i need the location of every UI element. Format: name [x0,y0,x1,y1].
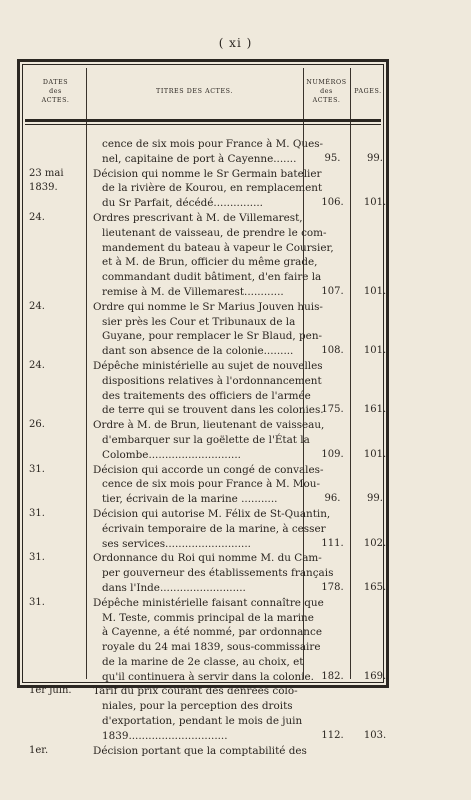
table-row [25,729,387,744]
table-row [25,359,382,374]
entry-number: 111. [321,537,344,549]
table-row [25,211,382,226]
entry-page: 103. [363,729,387,741]
header-rule [25,119,381,122]
entry-title: de terre qui se trouvent dans les colonies. [102,404,324,417]
table-row [25,699,382,714]
entry-title: cence de six mois pour France à M. Mou- [102,478,320,491]
table-row [25,670,387,685]
entry-title: du Sr Parfait, décédé............... [102,197,263,210]
table-row [25,167,382,182]
table-row [25,477,382,492]
table-row [25,581,387,596]
header-dates-line-1: DATES [42,79,69,86]
header-numeros-line-2: des [320,88,333,95]
entry-title: qu'il continuera à servir dans la colonie. [102,670,314,683]
entry-date: 1er juin. [29,685,72,697]
entry-title: nel, capitaine de port à Cayenne....... [102,152,297,165]
table-row [25,255,382,270]
entry-title: de la rivière de Kourou, en remplacement [102,182,323,195]
entry-page: 99. [367,152,383,164]
index-table [17,59,389,757]
entry-title: Décision qui accorde un congé de convales- [93,463,324,476]
entry-number: 108. [321,345,344,357]
entry-date: 31. [29,552,45,564]
table-row [25,655,382,670]
entry-title: cence de six mois pour France à M. Ques- [102,138,324,150]
entry-title: Décision qui nomme le Sr Germain batelier [93,167,322,180]
entry-date: 23 mai [29,167,64,179]
entry-page: 161. [363,404,387,416]
entry-title: niales, pour la perception des droits [102,700,293,713]
table-row [25,241,382,256]
header-dates [25,78,86,105]
table-row [25,344,387,359]
table-row [25,448,387,463]
table-row [25,596,382,611]
table-row [25,403,387,418]
entry-title: de la marine de 2e classe, au choix, et [102,655,304,668]
table-row [25,551,382,566]
table-row [25,611,382,626]
entry-title: dans l'Inde.......................... [102,581,246,594]
entry-title: et à M. de Brun, officier du même grade, [102,256,318,269]
entry-number: 96. [324,493,341,505]
entry-date: 31. [29,596,45,608]
entry-title: écrivain temporaire de la marine, à cesser [102,522,326,535]
entry-date: 24. [29,211,45,223]
entry-number: 109. [321,448,344,460]
entry-number: 95. [324,152,341,164]
header-titres: TITRES DES ACTES. [156,88,233,95]
entry-title: Ordre qui nomme le Sr Marius Jouven huis- [93,300,323,313]
entry-title: M. Teste, commis principal de la marine [102,611,314,624]
entry-number: 178. [321,581,344,593]
entry-title: Décision portant que la comptabilité des [93,744,307,757]
table-row [25,492,382,507]
entry-title: Dépêche ministérielle faisant connaître que [93,596,324,609]
header-numeros-line-1: NUMÉROS [306,79,347,86]
table-row [25,433,382,448]
entry-title: Colombe............................ [102,448,241,461]
table-row [25,625,382,640]
entry-title: sier près les Cour et Tribunaux de la [102,315,296,328]
entry-number: 107. [321,285,344,297]
table-row [25,522,382,537]
table-row [25,507,382,522]
table-row [25,566,382,581]
entry-title: dant son absence de la colonie......... [102,345,294,358]
entry-page: 169. [363,670,387,682]
header-numeros [303,78,350,105]
entry-title: commandant dudit bâtiment, d'en faire la [102,271,322,284]
entry-title: dispositions relatives à l'ordonnancement [102,374,322,387]
table-row [25,463,382,478]
entry-title: Dépêche ministérielle au sujet de nouvelles [93,359,323,372]
entry-number: 106. [321,197,344,209]
entry-title: d'exportation, pendant le mois de juin [102,715,303,728]
entry-title: d'embarquer sur la goëlette de l'État la [102,433,310,446]
table-row [25,315,382,330]
entry-page: 101. [363,345,387,357]
entry-page: 99. [367,493,383,505]
page-number: ( xi ) [218,36,253,50]
table-row [25,181,382,196]
entry-date: 24. [29,359,45,371]
header-pages: PAGES. [354,88,382,95]
table-row [25,329,382,344]
header-dates-line-2: des [49,88,62,95]
table-row [25,226,382,241]
table-body [25,137,387,758]
entry-title: remise à M. de Villemarest............ [102,285,284,298]
table-row [25,285,387,300]
table-row [25,744,382,759]
entry-number: 112. [321,729,344,741]
table-row [25,389,382,404]
entry-date: 1839. [29,182,58,194]
header-rule-thin [25,124,381,125]
entry-title: Guyane, pour remplacer le Sr Blaud, pen- [102,330,323,343]
entry-date: 24. [29,300,45,312]
entry-page: 165. [363,581,387,593]
entry-page: 101. [363,285,387,297]
entry-title: per gouverneur des établissements français [102,567,334,580]
table-row [25,537,387,552]
entry-number: 175. [321,404,344,416]
entry-page: 101. [363,448,387,460]
entry-title: 1839.............................. [102,729,228,742]
entry-title: Ordres prescrivant à M. de Villemarest, [93,211,303,224]
entry-title: mandement du bateau à vapeur le Coursier, [102,241,334,254]
entry-title: Décision qui autorise M. Félix de St-Quantin, [93,507,331,520]
entry-date: 31. [29,507,45,519]
table-row [25,137,382,152]
table-row [25,270,382,285]
entry-date: 1er. [29,744,49,756]
entry-title: royale du 24 mai 1839, sous-commissaire [102,641,321,654]
entry-page: 101. [363,197,387,209]
entry-date: 31. [29,463,45,475]
entry-title: à Cayenne, a été nommé, par ordonnance [102,626,322,639]
entry-title: Ordre à M. de Brun, lieutenant de vaisseau, [93,419,325,432]
entry-title: Tarif du prix courant des denrées colo- [93,685,298,698]
table-row [25,418,382,433]
table-row [25,374,382,389]
table-row [25,152,382,167]
entry-title: lieutenant de vaisseau, de prendre le com- [102,226,327,239]
table-row [25,300,382,315]
entry-title: ses services.......................... [102,537,251,550]
entry-page: 102. [363,537,387,549]
table-row [25,640,382,655]
table-row [25,684,382,699]
table-row [25,196,387,211]
entry-date: 26. [29,419,45,431]
entry-number: 182. [321,670,344,682]
entry-title: des traitements des officiers de l'armée [102,389,311,402]
header-numeros-line-3: ACTES. [312,97,341,104]
entry-title: tier, écrivain de la marine ........... [102,493,278,506]
header-dates-line-3: ACTES. [41,97,70,104]
table-row [25,714,382,729]
entry-title: Ordonnance du Roi qui nomme M. du Cam- [93,552,322,565]
